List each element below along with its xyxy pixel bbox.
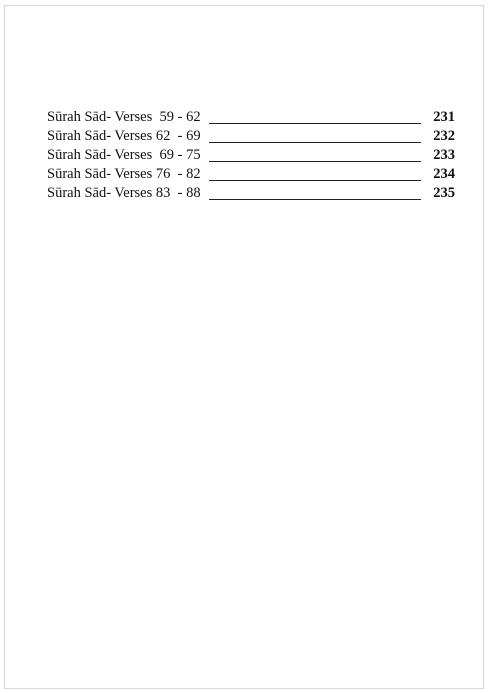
toc-entry[interactable] [47,107,455,126]
toc-entry-page-number: 233 [433,147,455,163]
toc-leader-line [209,160,421,162]
toc-entry-title: Sūrah Sād- Verses 83 - 88 [47,185,201,201]
toc-entry[interactable] [47,183,455,202]
toc-entry-page-number: 235 [433,185,455,201]
table-of-contents [47,107,455,202]
toc-entry[interactable] [47,164,455,183]
toc-entry-page-number: 232 [433,128,455,144]
toc-leader-line [209,198,421,200]
toc-entry-title: Sūrah Sād- Verses 62 - 69 [47,128,201,144]
toc-entry-title: Sūrah Sād- Verses 76 - 82 [47,166,201,182]
toc-entry-title: Sūrah Sād- Verses 59 - 62 [47,109,201,125]
document-page [4,5,484,689]
toc-leader-line [209,179,421,181]
toc-entry-title: Sūrah Sād- Verses 69 - 75 [47,147,201,163]
toc-entry-page-number: 234 [433,166,455,182]
toc-entry-page-number: 231 [433,109,455,125]
toc-entry[interactable] [47,126,455,145]
toc-leader-line [209,141,421,143]
toc-entry[interactable] [47,145,455,164]
toc-leader-line [209,122,421,124]
